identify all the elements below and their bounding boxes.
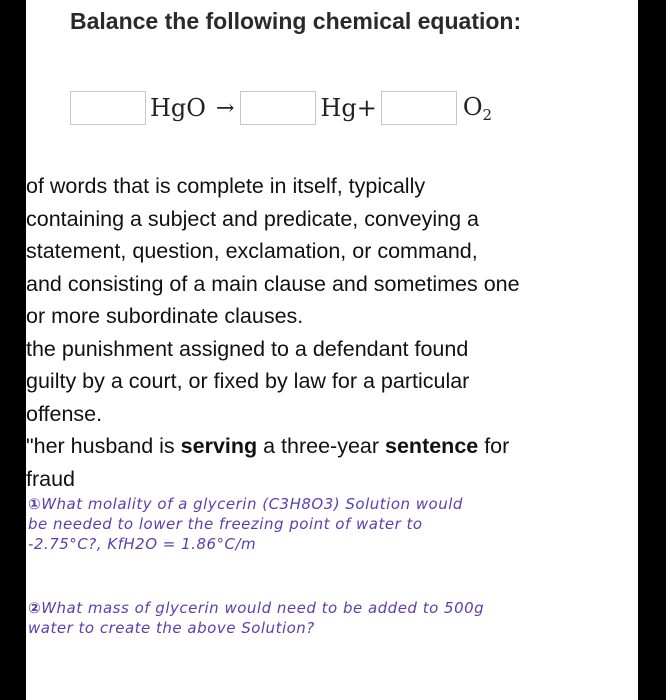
coefficient-input-hg[interactable] [240, 91, 316, 125]
example-end: fraud [26, 466, 76, 491]
formula-hg: Hg+ [320, 94, 377, 122]
formula-o2-base: O [462, 92, 483, 121]
handwritten-q1-line [28, 494, 636, 514]
handwritten-q1-line: be needed to lower the freezing point of water to [28, 515, 423, 533]
example-bold-sentence: sentence [385, 434, 479, 458]
q1-number-icon: ① [28, 495, 42, 513]
example-sentence [26, 430, 638, 463]
content-panel [26, 0, 638, 700]
handwritten-notes [28, 494, 636, 638]
formula-o2-subscript: 2 [482, 105, 493, 124]
handwritten-q1-line: -2.75°C?, KfH2O = 1.86°C/m [28, 535, 257, 553]
handwritten-q2-line [28, 598, 636, 618]
coefficient-input-hgo[interactable] [70, 91, 146, 125]
example-suffix: for [478, 434, 510, 458]
definition-line: of words that is complete in itself, typically [26, 174, 426, 198]
definition-line: the punishment assigned to a defendant found [26, 336, 469, 361]
handwritten-q2-line: water to create the above Solution? [28, 619, 315, 637]
example-bold-serving: serving [180, 434, 258, 458]
formula-o2 [457, 93, 496, 124]
definition-line: offense. [26, 401, 103, 426]
definition-line: guilty by a court, or fixed by law for a particular [26, 369, 470, 393]
handwritten-q1-text: What molality of a glycerin (C3H8O3) Solution would [41, 495, 463, 513]
formula-hgo: HgO [150, 94, 206, 122]
definition-line: containing a subject and predicate, conveying a [26, 206, 480, 231]
example-prefix: "her husband is [26, 434, 181, 458]
handwritten-q2-text: What mass of glycerin would need to be added to 500g [41, 599, 485, 617]
chemical-equation [70, 90, 496, 126]
reaction-arrow: → [215, 95, 235, 121]
definition-text [26, 170, 638, 495]
question-title: Balance the following chemical equation: [70, 8, 522, 34]
definition-line: or more subordinate clauses. [26, 304, 304, 328]
definition-line: and consisting of a main clause and sometimes one [26, 271, 520, 296]
q2-number-icon: ② [28, 599, 42, 617]
coefficient-input-o2[interactable] [381, 91, 457, 125]
definition-line: statement, question, exclamation, or command, [26, 239, 478, 263]
example-mid: a three-year [257, 434, 386, 458]
